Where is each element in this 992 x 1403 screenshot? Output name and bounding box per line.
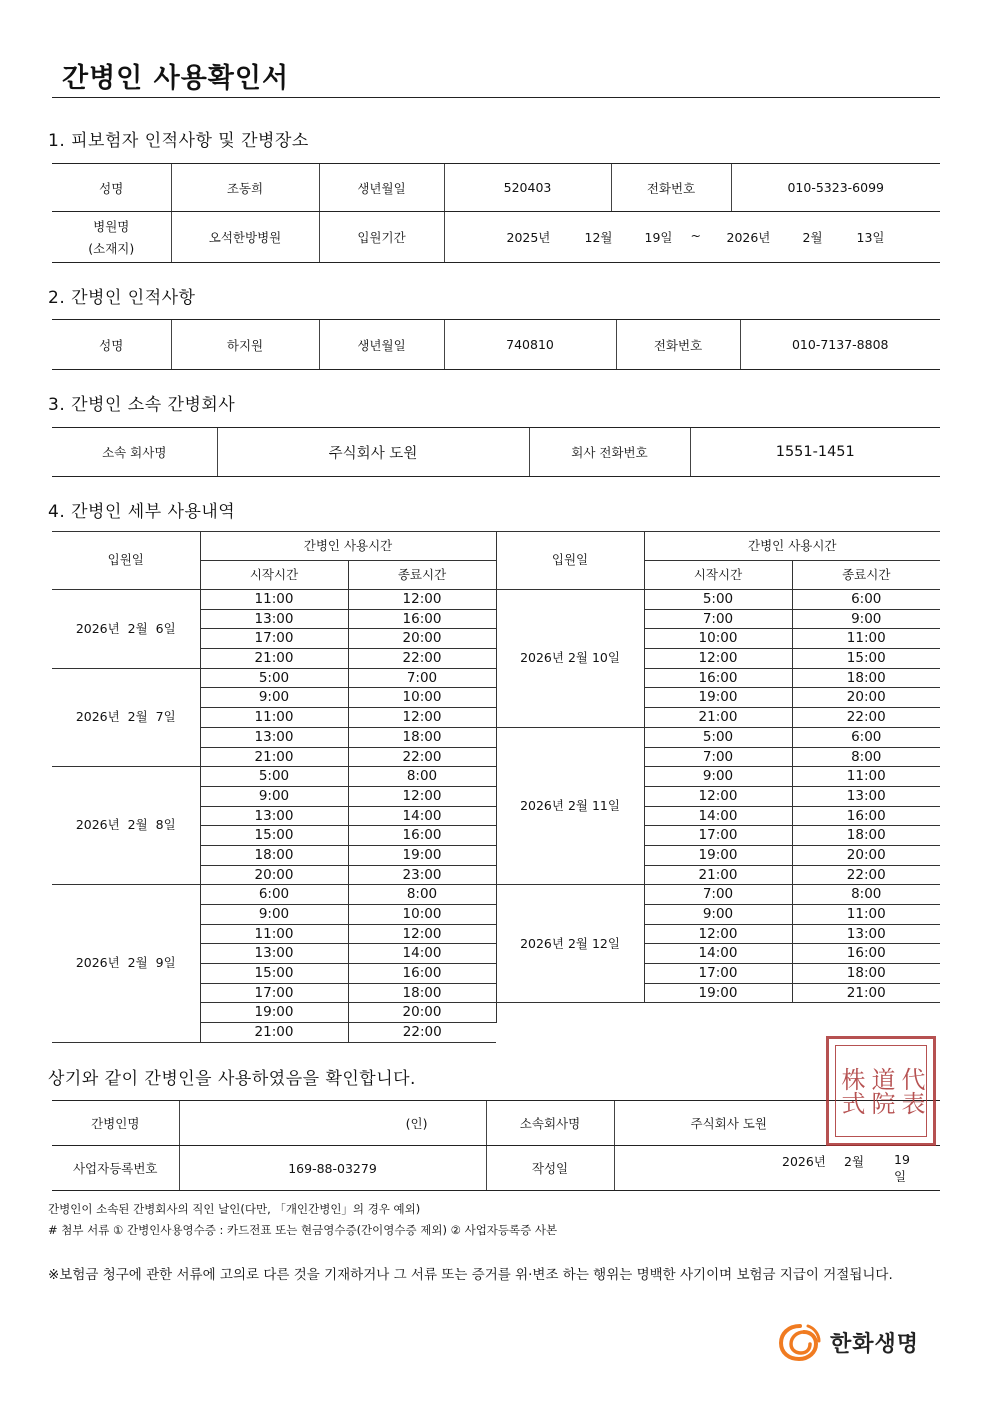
section-3-heading: 3. 간병인 소속 간병회사 (48, 395, 236, 415)
company-name-label: 소속 회사명 (52, 428, 217, 477)
right-start-time: 9:00 (644, 767, 792, 787)
section-1-heading: 1. 피보험자 인적사항 및 간병장소 (48, 131, 309, 151)
right-end-time: 15:00 (792, 649, 940, 669)
caregiver-info-table (52, 319, 940, 370)
company-phone-label: 회사 전화번호 (529, 428, 690, 477)
right-start-time: 19:00 (644, 845, 792, 865)
hospital-label-main: 병원명 (93, 219, 130, 234)
left-end-time: 18:00 (348, 983, 496, 1003)
insured-phone-label: 전화번호 (611, 164, 731, 212)
right-start-time: 16:00 (644, 668, 792, 688)
fraud-warning: ※보험금 청구에 관한 서류에 고의로 다른 것을 기재하거나 그 서류 또는 증거를 위·변조 하는 행위는 명백한 사기이며 보험금 지급이 거절됩니다. (48, 1267, 893, 1283)
right-start-time: 14:00 (644, 944, 792, 964)
right-start-time: 12:00 (644, 786, 792, 806)
right-start-time: 5:00 (644, 590, 792, 610)
left-admission-date: 2026년 2월 9일 (52, 885, 200, 1043)
right-start-time: 19:00 (644, 688, 792, 708)
left-start-time: 13:00 (200, 609, 348, 629)
left-end-time: 19:00 (348, 845, 496, 865)
right-end-time: 18:00 (792, 668, 940, 688)
right-end-time: 13:00 (792, 924, 940, 944)
right-start-time: 7:00 (644, 609, 792, 629)
left-end-time: 22:00 (348, 649, 496, 669)
right-end-time: 21:00 (792, 983, 940, 1003)
right-start-time: 17:00 (644, 964, 792, 984)
right-end-time: 22:00 (792, 708, 940, 728)
left-start-time: 9:00 (200, 905, 348, 925)
confirmation-statement: 상기와 같이 간병인을 사용하였음을 확인합니다. (48, 1069, 416, 1089)
right-start-time: 5:00 (644, 727, 792, 747)
left-end-time: 12:00 (348, 924, 496, 944)
right-date-header: 입원일 (496, 532, 644, 590)
hospital-label (52, 212, 171, 263)
period-tilde: ~ (690, 228, 701, 243)
left-end-time: 22:00 (348, 1023, 496, 1043)
left-start-time: 21:00 (200, 1023, 348, 1043)
right-end-time: 9:00 (792, 609, 940, 629)
seal-glyph: 道院 (867, 1067, 895, 1115)
insured-birth-label: 생년월일 (319, 164, 444, 212)
brand-name: 한화생명 (830, 1331, 920, 1357)
insured-birth: 520403 (444, 164, 611, 212)
left-start-time: 11:00 (200, 708, 348, 728)
left-start-time: 13:00 (200, 727, 348, 747)
right-start-time: 10:00 (644, 629, 792, 649)
left-start-time: 19:00 (200, 1003, 348, 1023)
right-admission-date: 2026년 2월 12일 (496, 885, 644, 1003)
right-start-time: 7:00 (644, 885, 792, 905)
left-end-time: 16:00 (348, 609, 496, 629)
insured-name-label: 성명 (52, 164, 171, 212)
seal-note: 간병인이 소속된 간병회사의 직인 날인(다만, 「개인간병인」의 경우 예외) (48, 1202, 421, 1216)
left-end-time: 16:00 (348, 964, 496, 984)
write-date-year: 2026년 (782, 1153, 826, 1169)
right-start-time: 12:00 (644, 649, 792, 669)
right-start-time: 19:00 (644, 983, 792, 1003)
left-end-time: 12:00 (348, 708, 496, 728)
caregiver-phone-label: 전화번호 (616, 320, 740, 370)
hospital-name: 오석한방병원 (171, 212, 319, 263)
left-start-time: 15:00 (200, 826, 348, 846)
right-start-time: 21:00 (644, 708, 792, 728)
reg-number: 169-88-03279 (179, 1146, 486, 1191)
left-end-time: 8:00 (348, 767, 496, 787)
left-start-header: 시작시간 (200, 561, 348, 590)
period-d1: 19일 (644, 230, 673, 245)
seal-glyph: 代表 (897, 1067, 925, 1115)
left-usage-header: 간병인 사용시간 (200, 532, 496, 561)
left-start-time: 11:00 (200, 924, 348, 944)
period-y2: 2026년 (726, 230, 771, 245)
company-name: 주식회사 도원 (217, 428, 529, 477)
company-phone: 1551-1451 (690, 428, 940, 477)
left-admission-date: 2026년 2월 6일 (52, 590, 200, 669)
seal-glyph: 株式 (837, 1067, 865, 1115)
left-admission-date: 2026년 2월 8일 (52, 767, 200, 885)
insured-info-table (52, 163, 940, 263)
right-start-time: 7:00 (644, 747, 792, 767)
left-start-time: 17:00 (200, 629, 348, 649)
sign-company-label: 소속회사명 (486, 1101, 614, 1146)
left-start-time: 5:00 (200, 767, 348, 787)
admission-period (444, 212, 940, 263)
left-start-time: 13:00 (200, 944, 348, 964)
right-start-time: 14:00 (644, 806, 792, 826)
left-end-time: 18:00 (348, 727, 496, 747)
left-end-time: 10:00 (348, 688, 496, 708)
right-end-time: 8:00 (792, 885, 940, 905)
right-end-time: 13:00 (792, 786, 940, 806)
left-start-time: 21:00 (200, 747, 348, 767)
right-end-time: 8:00 (792, 747, 940, 767)
left-end-time: 12:00 (348, 786, 496, 806)
right-end-time: 6:00 (792, 590, 940, 610)
right-end-time: 16:00 (792, 944, 940, 964)
section-2-heading: 2. 간병인 인적사항 (48, 288, 196, 308)
left-end-time: 10:00 (348, 905, 496, 925)
left-end-time: 8:00 (348, 885, 496, 905)
right-start-header: 시작시간 (644, 561, 792, 590)
write-date-day: 19일 (894, 1151, 910, 1184)
insured-name: 조동희 (171, 164, 319, 212)
left-start-time: 18:00 (200, 845, 348, 865)
period-label: 입원기간 (319, 212, 444, 263)
right-end-time: 11:00 (792, 629, 940, 649)
right-end-time: 20:00 (792, 845, 940, 865)
page-title: 간병인 사용확인서 (62, 63, 290, 94)
left-start-time: 9:00 (200, 786, 348, 806)
sign-company: 주식회사 도원 (614, 1101, 940, 1146)
title-divider (52, 97, 940, 98)
company-seal-stamp (826, 1036, 936, 1146)
right-end-time: 22:00 (792, 865, 940, 885)
left-end-time: 16:00 (348, 826, 496, 846)
company-info-table (52, 427, 940, 477)
right-start-time: 21:00 (644, 865, 792, 885)
right-admission-date: 2026년 2월 11일 (496, 727, 644, 885)
left-start-time: 6:00 (200, 885, 348, 905)
left-end-time: 23:00 (348, 865, 496, 885)
period-y1: 2025년 (506, 230, 551, 245)
right-usage-header: 간병인 사용시간 (644, 532, 940, 561)
insured-phone: 010-5323-6099 (731, 164, 940, 212)
caregiver-phone: 010-7137-8808 (740, 320, 940, 370)
left-start-time: 9:00 (200, 688, 348, 708)
left-end-header: 종료시간 (348, 561, 496, 590)
left-end-time: 20:00 (348, 629, 496, 649)
left-end-time: 20:00 (348, 1003, 496, 1023)
caregiver-seal-mark: (인) (179, 1101, 486, 1146)
right-admission-date: 2026년 2월 10일 (496, 590, 644, 728)
caregiver-birth: 740810 (444, 320, 616, 370)
left-start-time: 11:00 (200, 590, 348, 610)
reg-number-label: 사업자등록번호 (52, 1146, 179, 1191)
left-start-time: 17:00 (200, 983, 348, 1003)
period-d2: 13일 (856, 230, 885, 245)
write-date-month: 2월 (844, 1153, 865, 1169)
brand-logo (778, 1322, 919, 1362)
left-end-time: 14:00 (348, 944, 496, 964)
left-start-time: 13:00 (200, 806, 348, 826)
right-end-header: 종료시간 (792, 561, 940, 590)
caregiver-name-label: 성명 (52, 320, 171, 370)
left-end-time: 12:00 (348, 590, 496, 610)
hanwha-logo-icon (778, 1322, 822, 1362)
left-start-time: 21:00 (200, 649, 348, 669)
right-end-time: 6:00 (792, 727, 940, 747)
caregiver-name: 하지원 (171, 320, 319, 370)
right-end-time: 20:00 (792, 688, 940, 708)
left-start-time: 15:00 (200, 964, 348, 984)
attachment-note: # 첨부 서류 ① 간병인사용영수증 : 카드전표 또는 현금영수증(간이영수증 제외) ② 사업자등록증 사본 (48, 1223, 558, 1237)
right-start-time: 17:00 (644, 826, 792, 846)
signature-table (52, 1100, 940, 1191)
write-date (614, 1146, 940, 1191)
left-start-time: 20:00 (200, 865, 348, 885)
left-end-time: 14:00 (348, 806, 496, 826)
right-end-time: 11:00 (792, 905, 940, 925)
caregiver-sign-label: 간병인명 (52, 1101, 179, 1146)
period-m1: 12월 (584, 230, 613, 245)
left-start-time: 5:00 (200, 668, 348, 688)
caregiver-birth-label: 생년월일 (319, 320, 444, 370)
write-date-label: 작성일 (486, 1146, 614, 1191)
left-date-header: 입원일 (52, 532, 200, 590)
right-start-time: 9:00 (644, 905, 792, 925)
period-m2: 2월 (802, 230, 823, 245)
left-admission-date: 2026년 2월 7일 (52, 668, 200, 766)
left-end-time: 22:00 (348, 747, 496, 767)
right-end-time: 18:00 (792, 964, 940, 984)
right-end-time: 16:00 (792, 806, 940, 826)
care-schedule-table (52, 531, 940, 1043)
right-end-time: 18:00 (792, 826, 940, 846)
left-end-time: 7:00 (348, 668, 496, 688)
right-end-time: 11:00 (792, 767, 940, 787)
section-4-heading: 4. 간병인 세부 사용내역 (48, 502, 236, 522)
right-start-time: 12:00 (644, 924, 792, 944)
hospital-label-sub: (소재지) (88, 241, 135, 256)
